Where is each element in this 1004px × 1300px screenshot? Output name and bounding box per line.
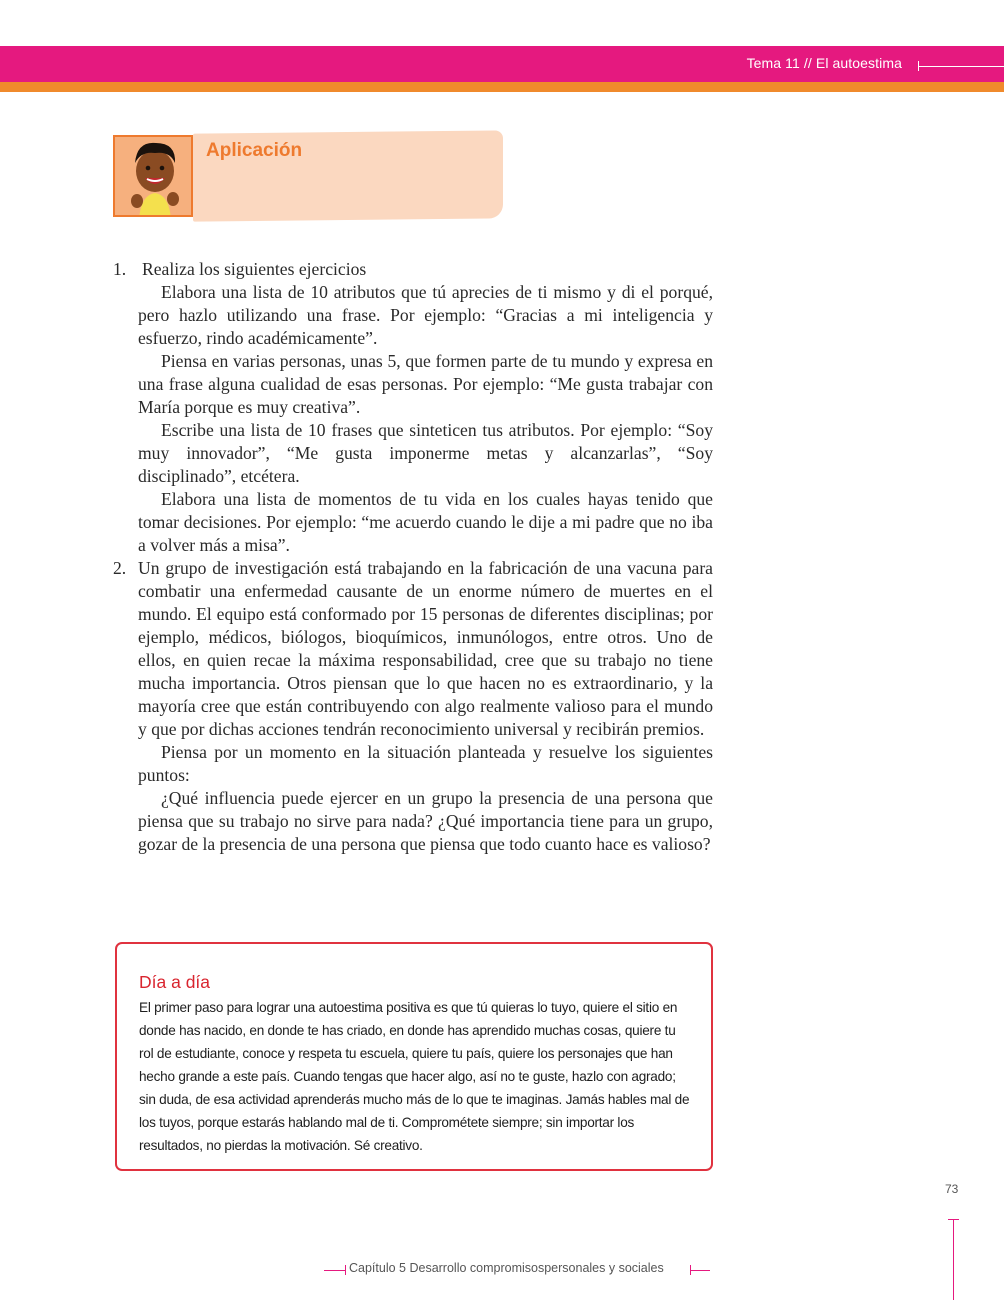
footer-chapter: Capítulo 5 <box>349 1261 406 1275</box>
footer <box>320 1260 720 1280</box>
day-box-title: Día a día <box>139 972 211 992</box>
page-number: 73 <box>945 1182 959 1196</box>
exercise-number: 2. <box>113 558 127 578</box>
exercise-item-2 <box>113 557 713 856</box>
header-accent-stripe <box>0 82 1004 92</box>
exercise-list <box>113 258 713 856</box>
application-title: Aplicación <box>206 140 303 161</box>
exercise-paragraph: Piensa en varias personas, unas 5, que formen parte de tu mundo y expresa en una frase alguna cualidad de esas personas. Por ejemplo: “Me gusta trabajar con María porque es muy creativa”. <box>138 351 713 417</box>
day-box-text: El primer paso para lograr una autoestima positiva es que tú quieras lo tuyo, quiere el sitio en donde has nacido, en donde te has criado, en donde has aprendido muchas cosas, quiere tu rol de estudiante, conoce y respeta tu escuela, quiere tu país, quiere los personajes que han hecho grande a este país. Cuando tengas que hacer algo, así no te guste, hazlo con agrado; sin duda, de esa actividad aprenderás mucho más de lo que te imaginas. Jamás hables mal de los tuyos, porque estarás hablando mal de ti. Comprométete siempre; sin importar los resultados, no pierdas la motivación. Sé creativo. <box>139 1000 690 1153</box>
day-to-day-box <box>115 942 713 1171</box>
exercise-paragraph: Elabora una lista de 10 atributos que tú aprecies de ti mismo y di el porqué, pero hazlo utilizando una frase. Por ejemplo: “Gracias a mi inteligencia y esfuerzo, rindo académicamente”. <box>138 282 713 348</box>
exercise-lead: Un grupo de investigación está trabajando en la fabricación de una vacuna para combatir una enfermedad causante de un enorme número de muertes en el mundo. El equipo está conformado por 15 personas de diferentes disciplinas; por ejemplo, médicos, biólogos, bioquímicos, inmunólogos, entre otros. Uno de ellos, en quien recae la máxima responsabilidad, cree que su trabajo no tiene mucha importancia. Otros piensan que lo que hacen no es extraordinario, y la mayoría cree que están contribuyendo con algo realmente valioso para el mundo y que por dichas acciones tendrán reconocimiento universal y recibirán premios. <box>138 558 713 739</box>
footer-line-right <box>690 1270 710 1271</box>
exercise-paragraph: ¿Qué influencia puede ejercer en un grupo la presencia de una persona que piensa que su trabajo no sirve para nada? ¿Qué importancia tiene para un grupo, gozar de la presencia de una persona que piensa que todo cuanto hace es valioso? <box>138 788 713 854</box>
exercise-paragraph: Piensa por un momento en la situación planteada y resuelve los siguientes puntos: <box>138 742 713 785</box>
header-line <box>918 66 1004 67</box>
page-rule <box>953 1220 954 1300</box>
boy-mascot-icon <box>113 135 193 217</box>
header-title: Tema 11 // El autoestima <box>746 55 902 71</box>
exercise-number: 1. <box>113 259 127 279</box>
footer-tick-left <box>345 1265 346 1275</box>
application-banner <box>113 132 505 224</box>
footer-line-left <box>324 1270 346 1271</box>
exercise-lead: Realiza los siguientes ejercicios <box>142 259 367 279</box>
exercise-item-1 <box>113 258 713 557</box>
exercise-paragraph: Escribe una lista de 10 frases que sinteticen tus atributos. Por ejemplo: “Soy muy innovador”, “Me gusta imponerme metas y alcanzarlas”, “Soy disciplinado”, etcétera. <box>138 420 713 486</box>
footer-chapter-title: Desarrollo compromisospersonales y sociales <box>409 1261 664 1275</box>
exercise-paragraph: Elabora una lista de momentos de tu vida en los cuales hayas tenido que tomar decisiones. Por ejemplo: “me acuerdo cuando le dije a mi padre que no iba a volver más a misa”. <box>138 489 713 555</box>
footer-text <box>349 1261 664 1275</box>
